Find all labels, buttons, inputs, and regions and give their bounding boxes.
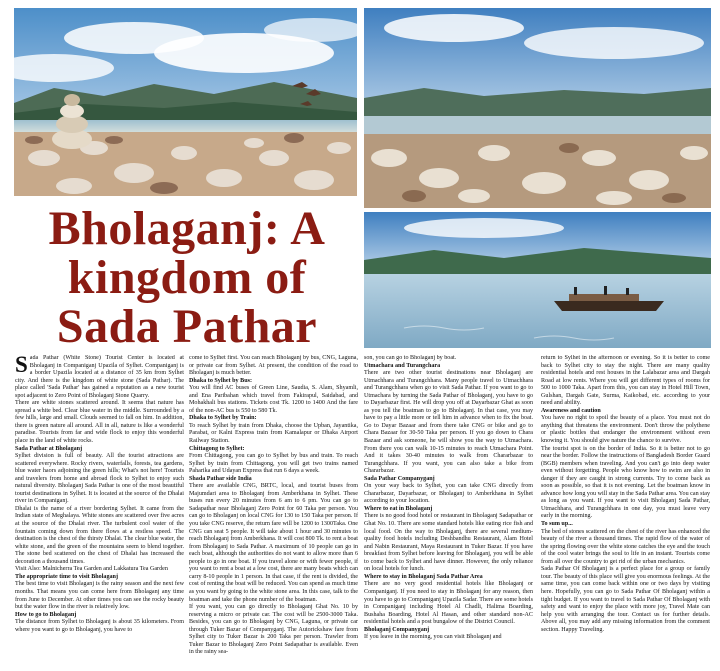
body-paragraph	[189, 385, 358, 415]
body-paragraph	[189, 423, 358, 446]
body-paragraph	[364, 370, 533, 476]
paragraph-text: come to Sylhet first. You can reach Bholaganj by bus, CNG, Laguna, or private car from Sylhet. At present, the condition of the road to Bholaganj is much better.	[189, 355, 358, 377]
paragraph-text: The distance from Sylhet to Bholaganj is about 35 kilometers. From where you want to go to Bholaganj, you have to	[15, 619, 184, 633]
body-paragraph	[189, 483, 358, 604]
paragraph-text: The bed of stones scattered on the chest of the river has enhanced the beauty of the river a thousand times. The rapid flow of the water of the spring flowing over the white stone catches the eye and the touch of the cool water brings the soul to life in an instant. Tourists come from all over the country to get rid of the urban mechanics.	[541, 528, 710, 565]
section-heading: Shada Pathar side India	[189, 475, 252, 482]
body-paragraph	[15, 506, 184, 566]
headline-line-2: kingdom of	[67, 251, 307, 304]
headline-line-3: Sada Pathar	[56, 300, 318, 353]
section-heading: Sada Pathar at Bholaganj	[15, 445, 83, 452]
body-paragraph	[364, 634, 533, 642]
paragraph-text: There is no good food hotel or restaurant in Bholaganj Sadapathar or Ghat No. 10. There are some standard hotels like eating rice fish and local food. On the way to Bholaganj, there are several medium-quality food hotels including Deshbandhu Restaurant, Alam Hotel and Nabin Restaurant, Maya Restaurant in Tuker Bazar. If you have breakfast from Sylhet before leaving for Bholaganj, you will be able to come back to Sylhet and have dinner. However, the only reliance on local hotels for lunch.	[364, 513, 533, 573]
headline-line-1: Bholaganj: A	[48, 202, 326, 255]
landscape-photo-stones-birds	[14, 8, 357, 196]
body-paragraph	[364, 581, 533, 626]
photo-left	[14, 8, 357, 196]
body-paragraph	[541, 355, 710, 408]
paragraph-text: On your way back to Sylhet, you can take CNG directly from Chararbazar, Dayarbazar, or Bholaganj to Amberkhana in Sylhet according to your location.	[364, 483, 533, 505]
body-paragraph	[541, 415, 710, 445]
body-paragraph	[15, 581, 184, 611]
section-heading: Where to stay in Bholaganj Sada Pathar Area	[364, 573, 483, 580]
paragraph-text: From Chittagong, you can go to Sylhet by bus and train. To reach Sylhet by train from Chittagong, you will get two trains named Paharika and Udayan Express that run 6 days a week.	[189, 453, 358, 475]
section-heading: How to go to Bholaganj	[15, 611, 77, 618]
section-heading: Where to eat in Bholaganj	[364, 505, 433, 512]
paragraph-text: The best time to visit Bholaganj is the rainy season and the next few months. That means you can come here from Bholaganj any time from June to December. At other times you can see the rocky beauty but the water flow in the river is relatively low.	[15, 581, 184, 611]
body-paragraph	[364, 483, 533, 506]
paragraph-text: Visit Also: Malnicherra Tea Garden and Lakkatura Tea Garden	[15, 566, 168, 573]
paragraph-text: ada Pathar (White Stone) Tourist Center is located at Bholaganj in Companiganj Upazila of Sylhet. Companiganj is a border Upazila located at a distance of 35 km from Sylhet city. And there is the kingdom of white stone (Sada Pathar). The place called 'Sada Pathar' has gained a reputation as a new tourist spot adjacent to Zero Point of Bholaganj Stone Quarry.	[15, 355, 184, 399]
paragraph-text: You have no right to spoil the beauty of a place. You must not do anything that threatens the environment. Don't throw the polythene or plastic bottles that endanger the environment without even knowing it. You should give nature the chance to survive.	[541, 415, 710, 445]
body-paragraph	[189, 604, 358, 657]
drop-cap: S	[15, 355, 28, 377]
paragraph-text: There are white stones scattered around. It seems that nature has spread a white bed. Clear blue water in the middle. Surrounded by a few hills, large and small. Clouds seemed to fall on him. In addition, there is green nature all around. All in all, nature is like a wonderful paradise. Tourists from far and wide flock to enjoy this wonderful place in the land of white rocks.	[15, 400, 184, 445]
body-paragraph	[364, 513, 533, 573]
section-heading: Dhaka to Sylhet by Bus:	[189, 377, 252, 384]
body-paragraph	[541, 446, 710, 521]
body-paragraph	[15, 619, 184, 634]
body-paragraph	[15, 400, 184, 445]
article-column-3	[364, 355, 533, 667]
paragraph-text: There are available CNG, BRTC, local, and tourist buses from Majumdari area to Bholaganj from Amberkhana in Sylhet. These buses run every 20 minutes from 6 am to 6 pm. You can go to Sadapathar near Bholaganj Zero Point for 60 Taka per person. You can go to Bholaganj on local CNG for 130 to 150 Taka per person. If you take CNG reserve, the return fare will be 1200 to 1300Taka. One CNG can seat 5 people. It will take about 1 hour and 30 minutes to reach Bholaganj from Amberkhana. It will cost 800 Tk. to rent a boat from Bholaganj to Sada Pathar. A maximum of 10 people can go in each boat, although the authorities do not want to allow more than 6 people to go in one boat. If you travel alone or with fewer people, if you want to rent a boat at a low cost, there are many boats which can carry 8-10 people in 1 person. In that case, if the rent is divided, the cost of renting the boat will be reduced. You can spend as much time as you want by going to the white stone area. In this case, talk to the boatman and take the phone number of the boatman.	[189, 483, 358, 603]
section-heading: Sada Pathar Companyganj	[364, 475, 435, 482]
paragraph-text: You will find AC buses of Green Line, Saudia, S. Alam, Shyamli, and Ena Paribahan which travel from Fakirapul, Saidabad, and Mohakhali bus stations. Tickets cost Tk. 1200 to 1400 And the fare of the non-AC bus is 550 to 580 Tk.	[189, 385, 358, 414]
section-heading: Dhaka to Sylhet by Train:	[189, 415, 257, 422]
body-paragraph	[189, 355, 358, 378]
paragraph-text: Sylhet division is full of beauty. All the tourist attractions are scattered everywhere. Rocky rivers, waterfalls, forests, tea gardens, blue water haors adjoining the green hills; What's not here! Tourists and travelers from home and abroad flock to Sylhet to enjoy such natural diversity. Bholaganj Sada Pathar is one of the most beautiful tourist destinations in Sylhet. It is located at the source of the Dhalai river in Companiganj.	[15, 453, 184, 505]
body-paragraph	[541, 566, 710, 634]
body-paragraph	[541, 529, 710, 567]
article-headline	[22, 204, 352, 351]
photo-right	[364, 8, 711, 348]
paragraph-text: To reach Sylhet by train from Dhaka, choose the Upban, Jayantika, Parabat, or Kalni Express train from Kamalapur or Dhaka Airport Railway Station.	[189, 422, 358, 445]
paragraph-text: Sada Pathar Of Bholaganj is a perfect place for a group or family tour. The beauty of this place will give you enormous feelings. At the same time, you can come back within one or two days by visiting here. Hopefully, you can go to Sada Pathar Of Bholaganj within a tight budget. If you want to travel to Sada Pathar Of Bholaganj with safety and want to enjoy the place with more joy, Travel Mate can help you with arranging the tour. Contact us for further details. Above all, you may add any missing information from the comment section. Happy Traveling.	[541, 566, 710, 633]
article-column-1	[15, 355, 184, 667]
paragraph-text: The tourist spot is on the border of India. So it is better not to go near the border. Follow the instructions of Bangladesh Border Guard (BGB) members when traveling. And you can't go into deep water even without forgetting. People who know how to swim are also in danger if they are caught in strong currents. Try to come back as soon as possible, so that it is not evening. Let the boatman know in advance how long you will stay in the Sada Pathar area. You can stay as long as you want. If you want to visit Bholaganj Sada Pathar, Utmachhara, and Turangchhara in one day, you must leave very early in the morning.	[541, 445, 710, 520]
section-heading: Utmachara and Turangchara	[364, 362, 441, 369]
body-paragraph	[15, 566, 184, 574]
section-heading: The appropriate time to visit Bholaganj	[15, 573, 118, 580]
body-paragraph	[364, 355, 533, 363]
landscape-photo-river-boat	[364, 8, 711, 348]
section-heading: Chittagong to Sylhet:	[189, 445, 245, 452]
paragraph-text: There are two other tourist destinations near Bholaganj are Utmachhara and Turangchhara. Many people travel to Utmachhara and Turangchhara when go to visit Sada Pathar. If you want to go to Utmachara by turning the Sada Pathar of Bholaganj, you have to go to Dayarbazar first. He will drop you off at Dayarbazar Ghat as soon as you tell the boatman to go to Bholaganj. In that case, you may have to pay a little more or tell him in advance when to fix the boat. Go to Dayar Bazaar and from there take CNG or bike and go to Chara Bazaar for 30-50 Taka per person. If you go down to Chara Bazaar and ask someone, he will show you the way to Utmachara. From there you can walk 10-15 minutes to reach Utmachara Point. And it takes 30-40 minutes to walk from Chararbazar to Turangchhara. If you want, you can also take a bike from Chararbazar.	[364, 370, 533, 475]
paragraph-text: If you want, you can go directly to Bholaganj Ghat No. 10 by reserving a micro or private car. The cost will be 2500-3000 Taka. Besides, you can go to Bholaganj by CNG, Laguna, or private car through Tuker Bazar of Companyganj. The Autorickshaw fare from Sylhet city to Tuker Bazar is 200 Taka per person. Trawler from Tuker Bazar to Bholaganj Zero Point Sadapathar is available. Even in the rainy sea-	[189, 604, 358, 656]
body-paragraph	[189, 453, 358, 476]
section-heading: To sum up...	[541, 521, 573, 528]
body-paragraph	[15, 453, 184, 506]
lead-paragraph	[15, 355, 184, 400]
paragraph-text: Dhalai is the name of a river bordering Sylhet. It came from the Indian state of Meghalaya. White stones are scattered over five acres at the source of the Dhalai river. The turbulent cool water of the fountain coming down from there flows at a restless speed. The destination is the chest of the thirsty Dhalai. The clear blue water, the white stone, and the green of the mountains seem to blend together. The stone bed scattered on the chest of Dhalai has increased the decoration a thousand times.	[15, 505, 184, 565]
paragraph-text: return to Sylhet in the afternoon or evening. So it is better to come back to Sylhet city to stay the night. There are many quality residential hotels and rest houses in the Lalabazar area and Dargah Road at low rents. Where you will get different types of rooms for 500 to 1000 Taka. Apart from this, you can stay in Hotel Hill Town, Gulshan, Dargah Gate, Surma, Kaikobad, etc. according to your need and ability.	[541, 355, 710, 407]
paragraph-text: If you leave in the morning, you can visit Bholaganj and	[364, 634, 502, 641]
paragraph-text: There are no very good residential hotels like Bholaganj or Companiganj. If you need to stay in Bholaganj for any reason, then you have to go to Companiganj Upazila Sadar. There are some hotels in Companiganj including Hotel Al Chadli, Halima Boarding, Bushaha Boarding, Hotel Al Hasan, and other standard non-AC residential hotels and a post bungalow of the District Council.	[364, 581, 533, 626]
section-heading: Bholaganj Companyganj	[364, 626, 430, 633]
article-column-2	[189, 355, 358, 667]
article-column-4	[541, 355, 710, 667]
section-heading: Awareness and caution	[541, 407, 601, 414]
paragraph-text: son, you can go to Bholaganj by boat.	[364, 355, 457, 361]
